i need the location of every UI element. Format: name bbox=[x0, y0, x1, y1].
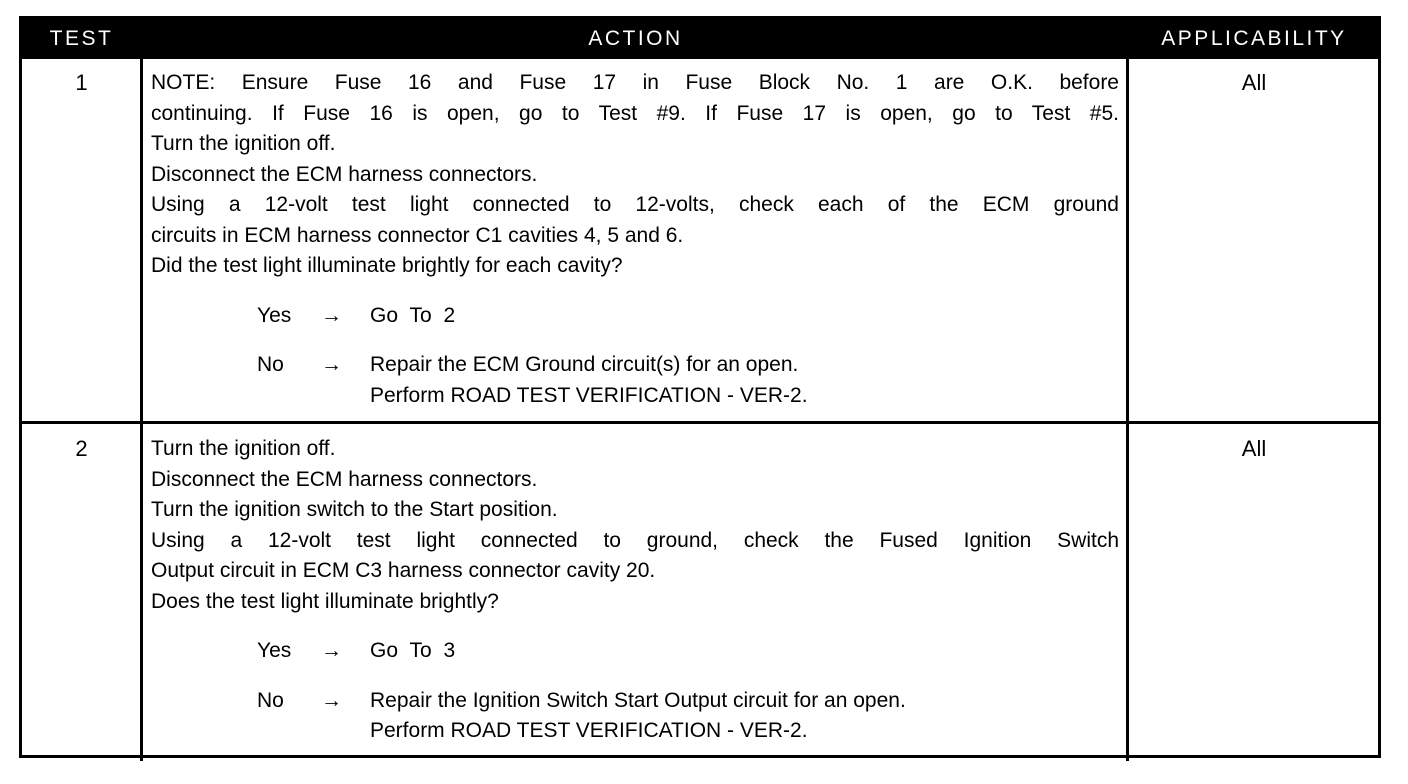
yes-label: Yes bbox=[257, 639, 292, 662]
instruction-line: Using a 12-volt test light connected to ground, check the Fused Ignition Switch bbox=[151, 528, 1119, 552]
right-arrow-icon: → bbox=[321, 688, 342, 712]
no-outcome-continued bbox=[151, 716, 1119, 747]
test-number-1: 1 bbox=[75, 70, 88, 95]
instruction-line: Turn the ignition switch to the Start position. bbox=[151, 498, 558, 521]
no-result-verification: Perform ROAD TEST VERIFICATION - VER-2. bbox=[370, 383, 808, 407]
no-outcome bbox=[151, 350, 1119, 381]
yes-result: Go To 2 bbox=[370, 303, 456, 327]
no-outcome-continued bbox=[151, 381, 1119, 412]
no-label: No bbox=[257, 688, 284, 712]
header-applicability: APPLICABILITY bbox=[1161, 27, 1347, 50]
right-arrow-icon: → bbox=[321, 353, 342, 376]
yes-label: Yes bbox=[257, 303, 292, 327]
question-line: Does the test light illuminate brightly? bbox=[151, 589, 499, 613]
no-outcome bbox=[151, 686, 1119, 717]
applicability-1: All bbox=[1241, 70, 1267, 95]
header-test: TEST bbox=[49, 27, 114, 50]
column-divider-test bbox=[140, 59, 143, 761]
header-action: ACTION bbox=[588, 27, 683, 50]
diagnostic-test-table bbox=[19, 16, 1381, 758]
instruction-line: Turn the ignition off. bbox=[151, 437, 336, 460]
instruction-line: NOTE: Ensure Fuse 16 and Fuse 17 in Fuse Block No. 1 are O.K. before bbox=[151, 71, 1119, 94]
applicability-2: All bbox=[1241, 436, 1267, 461]
table-header bbox=[22, 19, 1378, 59]
yes-outcome bbox=[151, 301, 1119, 332]
yes-result: Go To 3 bbox=[370, 639, 456, 662]
yes-outcome bbox=[151, 636, 1119, 667]
right-arrow-icon: → bbox=[321, 303, 342, 327]
row-divider bbox=[22, 421, 1378, 424]
instruction-line: circuits in ECM harness connector C1 cavities 4, 5 and 6. bbox=[151, 223, 684, 247]
instruction-line: Turn the ignition off. bbox=[151, 132, 336, 155]
right-arrow-icon: → bbox=[321, 639, 342, 662]
no-label: No bbox=[257, 353, 284, 376]
instruction-line: Disconnect the ECM harness connectors. bbox=[151, 467, 538, 491]
instruction-line: Using a 12-volt test light connected to 12-volts, check each of the ECM ground bbox=[151, 193, 1119, 216]
no-result-verification: Perform ROAD TEST VERIFICATION - VER-2. bbox=[370, 719, 808, 742]
instruction-line: Disconnect the ECM harness connectors. bbox=[151, 162, 538, 186]
test-1-action bbox=[151, 68, 1119, 411]
test-number-2: 2 bbox=[75, 436, 88, 461]
no-result: Repair the Ignition Switch Start Output circuit for an open. bbox=[370, 688, 906, 712]
instruction-line: continuing. If Fuse 16 is open, go to Test #9. If Fuse 17 is open, go to Test #5. bbox=[151, 101, 1119, 125]
test-2-action bbox=[151, 434, 1119, 747]
no-result: Repair the ECM Ground circuit(s) for an open. bbox=[370, 353, 799, 376]
instruction-line: Output circuit in ECM C3 harness connector cavity 20. bbox=[151, 559, 656, 582]
question-line: Did the test light illuminate brightly for each cavity? bbox=[151, 254, 623, 277]
column-divider-applicability bbox=[1126, 59, 1129, 761]
